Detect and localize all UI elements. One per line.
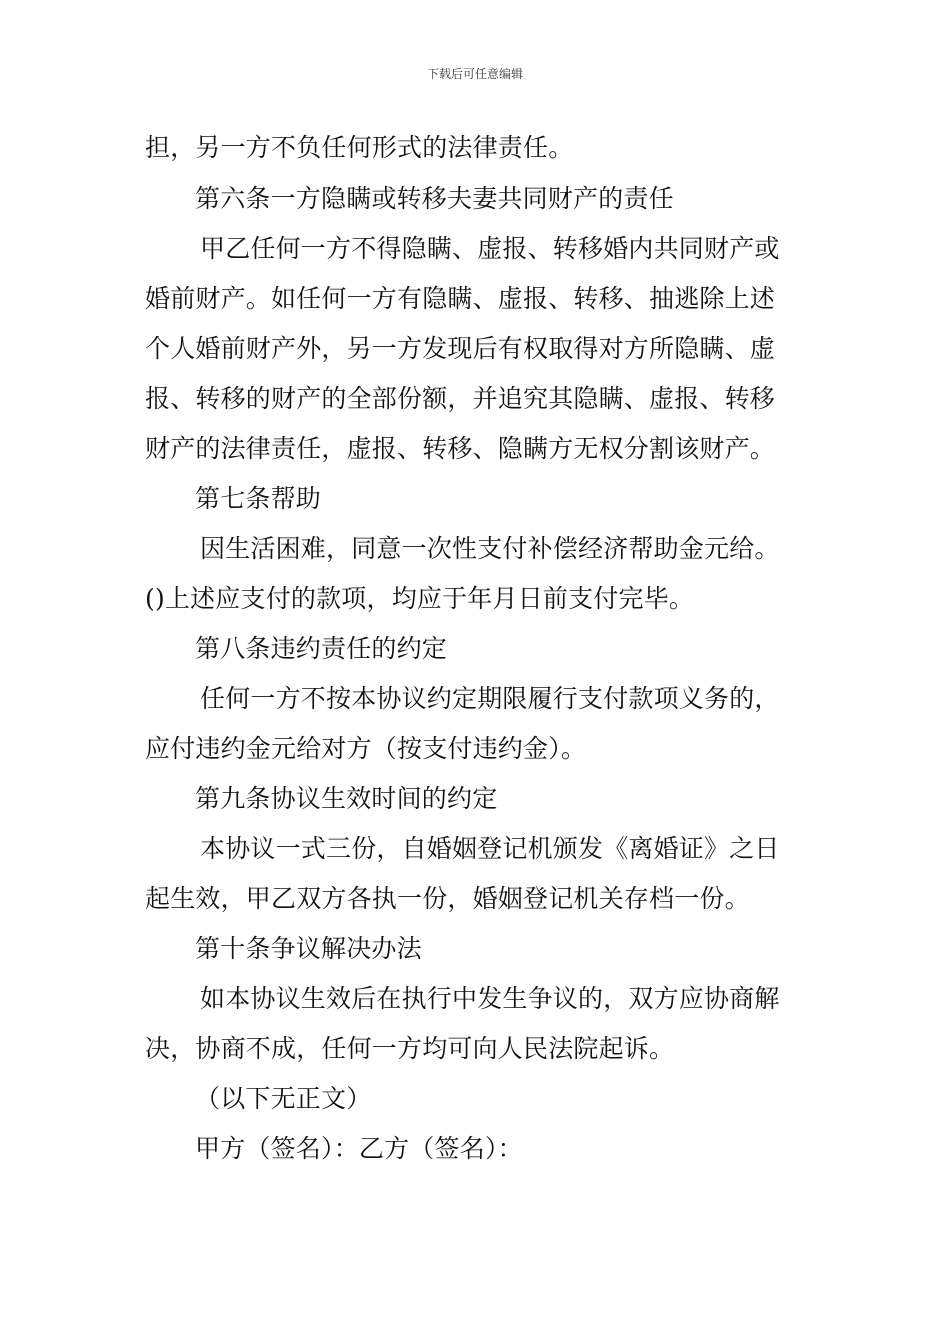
body-line-18: 如本协议生效后在执行中发生争议的，双方应协商解 bbox=[200, 984, 780, 1013]
article-8-heading: 第八条违约责任的约定 bbox=[195, 634, 448, 663]
body-line-5: 个人婚前财产外，另一方发现后有权取得对方所隐瞒、虚 bbox=[145, 334, 776, 363]
body-line-13: 应付违约金元给对方（按支付违约金）。 bbox=[145, 734, 587, 763]
body-line-15: 本协议一式三份，自婚姻登记机颁发《离婚证》之日 bbox=[200, 834, 780, 863]
body-line-1: 担，另一方不负任何形式的法律责任。 bbox=[145, 133, 574, 162]
body-line-3: 甲乙任何一方不得隐瞒、虚报、转移婚内共同财产或 bbox=[200, 234, 780, 263]
body-line-9: 因生活困难，同意一次性支付补偿经济帮助金元给。 bbox=[200, 534, 780, 563]
article-6-heading: 第六条一方隐瞒或转移夫妻共同财产的责任 bbox=[195, 184, 674, 213]
body-line-6: 报、转移的财产的全部份额，并追究其隐瞒、虚报、转移 bbox=[145, 384, 776, 413]
body-line-10: ()上述应支付的款项，均应于年月日前支付完毕。 bbox=[145, 584, 695, 613]
article-9-heading: 第九条协议生效时间的约定 bbox=[195, 784, 498, 813]
article-7-heading: 第七条帮助 bbox=[195, 484, 322, 513]
signature-line: 甲方（签名）：乙方（签名）： bbox=[195, 1134, 523, 1163]
no-text-below-note: （以下无正文） bbox=[195, 1084, 372, 1113]
body-line-16: 起生效，甲乙双方各执一份，婚姻登记机关存档一份。 bbox=[145, 884, 750, 913]
body-line-12: 任何一方不按本协议约定期限履行支付款项义务的， bbox=[200, 684, 780, 713]
article-10-heading: 第十条争议解决办法 bbox=[195, 934, 422, 963]
body-line-19: 决，协商不成，任何一方均可向人民法院起诉。 bbox=[145, 1034, 675, 1063]
body-line-4: 婚前财产。如任何一方有隐瞒、虚报、转移、抽逃除上述 bbox=[145, 284, 776, 313]
page-header-note: 下载后可任意编辑 bbox=[426, 67, 523, 81]
body-line-7: 财产的法律责任，虚报、转移、隐瞒方无权分割该财产。 bbox=[145, 434, 776, 463]
